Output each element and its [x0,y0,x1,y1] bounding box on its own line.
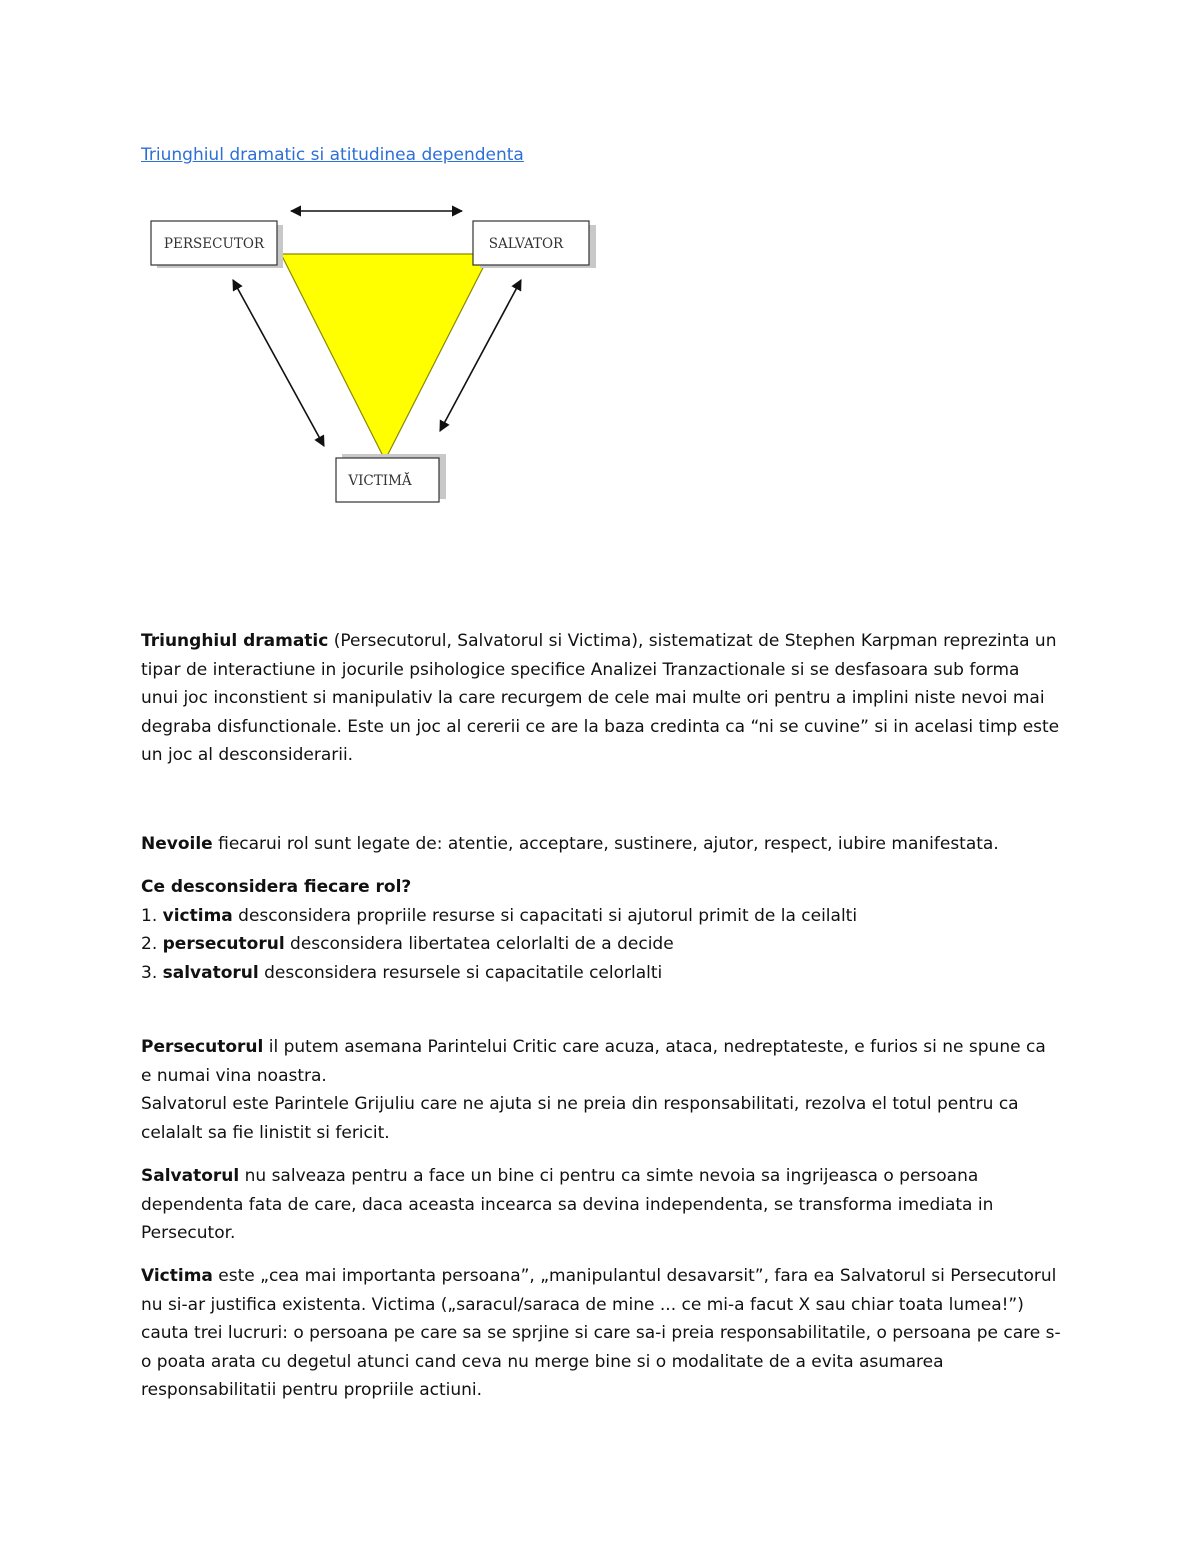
persecutor-box [151,221,283,268]
salvator-label: SALVATOR [488,236,564,252]
list-item-text: desconsidera libertatea celorlalti de a decide [284,934,674,954]
victima-text: este „cea mai importanta persoana”, „manipulantul desavarsit”, fara ea Salvatorul si Persecutorul nu si-ar justifica existenta. Victima („saracul/saraca de mine ... ce mi-a facut X sau chiar toata lumea!”) cauta trei lucruri: o persoana pe care sa se sprjine si care sa-i preia responsabilitatile, o persoana pe care s-o poata arata cu degetul atunci cand ceva nu merge bine si o modalitate de a evita asumarea responsabilitatii pentru propriile actiuni. [141,1266,1061,1400]
list-item-text: desconsidera resursele si capacitatile celorlalti [258,962,663,983]
list-item [141,959,1061,988]
persecutor-paragraph [141,1033,1061,1147]
victima-paragraph [141,1262,1061,1405]
list-heading: Ce desconsidera fiecare rol? [141,877,412,897]
list-item [141,902,1061,931]
salvator-box [473,221,596,268]
salvator-bold: Salvatorul [141,1166,240,1186]
list-item-number: 1. [141,905,163,926]
intro-bold: Triunghiul dramatic [141,631,329,651]
list-item-number: 2. [141,934,163,954]
list-item-role: persecutorul [162,934,285,954]
list-item-role: salvatorul [162,962,259,983]
needs-bold: Nevoile [141,834,213,854]
list-item [141,930,1061,959]
title-link[interactable]: Triunghiul dramatic si atitudinea dependenta [141,145,524,165]
list-item-text: desconsidera propriile resurse si capacitati si ajutorul primit de la ceilalti [232,905,858,926]
needs-paragraph [141,830,1061,859]
disregard-list [141,873,1061,987]
parent-caring-line: Salvatorul este Parintele Grijuliu care ne ajuta si ne preia din responsabilitati, rezolva el totul pentru ca celalalt sa fie linistit si fericit. [141,1094,1019,1143]
yellow-triangle [281,254,490,460]
drama-triangle-diagram [148,198,608,513]
victima-label: VICTIMĂ [348,473,412,489]
victima-bold: Victima [141,1266,213,1286]
persecutor-line [141,1033,1061,1090]
persecutor-bold: Persecutorul [141,1037,264,1057]
intro-text: (Persecutorul, Salvatorul si Victima), sistematizat de Stephen Karpman reprezinta un tipar de interactiune in jocurile psihologice specifice Analizei Tranzactionale si se desfasoara sub forma unui joc inconstient si manipulativ la care recurgem de cele mai multe ori pentru a implini niste nevoi mai degraba disfunctionale. Este un joc al cererii ce are la baza credinta ca “ni se cuvine” si in acelasi timp este un joc al desconsiderarii. [141,631,1060,765]
persecutor-label: PERSECUTOR [163,236,265,252]
persecutor-text: il putem asemana Parintelui Critic care acuza, ataca, nedreptateste, e furios si ne spune ca e numai vina noastra. [141,1037,1046,1086]
list-item-number: 3. [141,962,163,983]
victima-box [336,454,446,502]
list-item-role: victima [162,905,233,926]
salvator-paragraph [141,1162,1061,1248]
needs-text: fiecarui rol sunt legate de: atentie, acceptare, sustinere, ajutor, respect, iubire manifestata. [212,834,999,854]
salvator-text: nu salveaza pentru a face un bine ci pentru ca simte nevoia sa ingrijeasca o persoana dependenta fata de care, daca aceasta incearca sa devina independenta, se transforma imediata in Persecutor. [141,1166,994,1243]
intro-paragraph [141,627,1061,770]
